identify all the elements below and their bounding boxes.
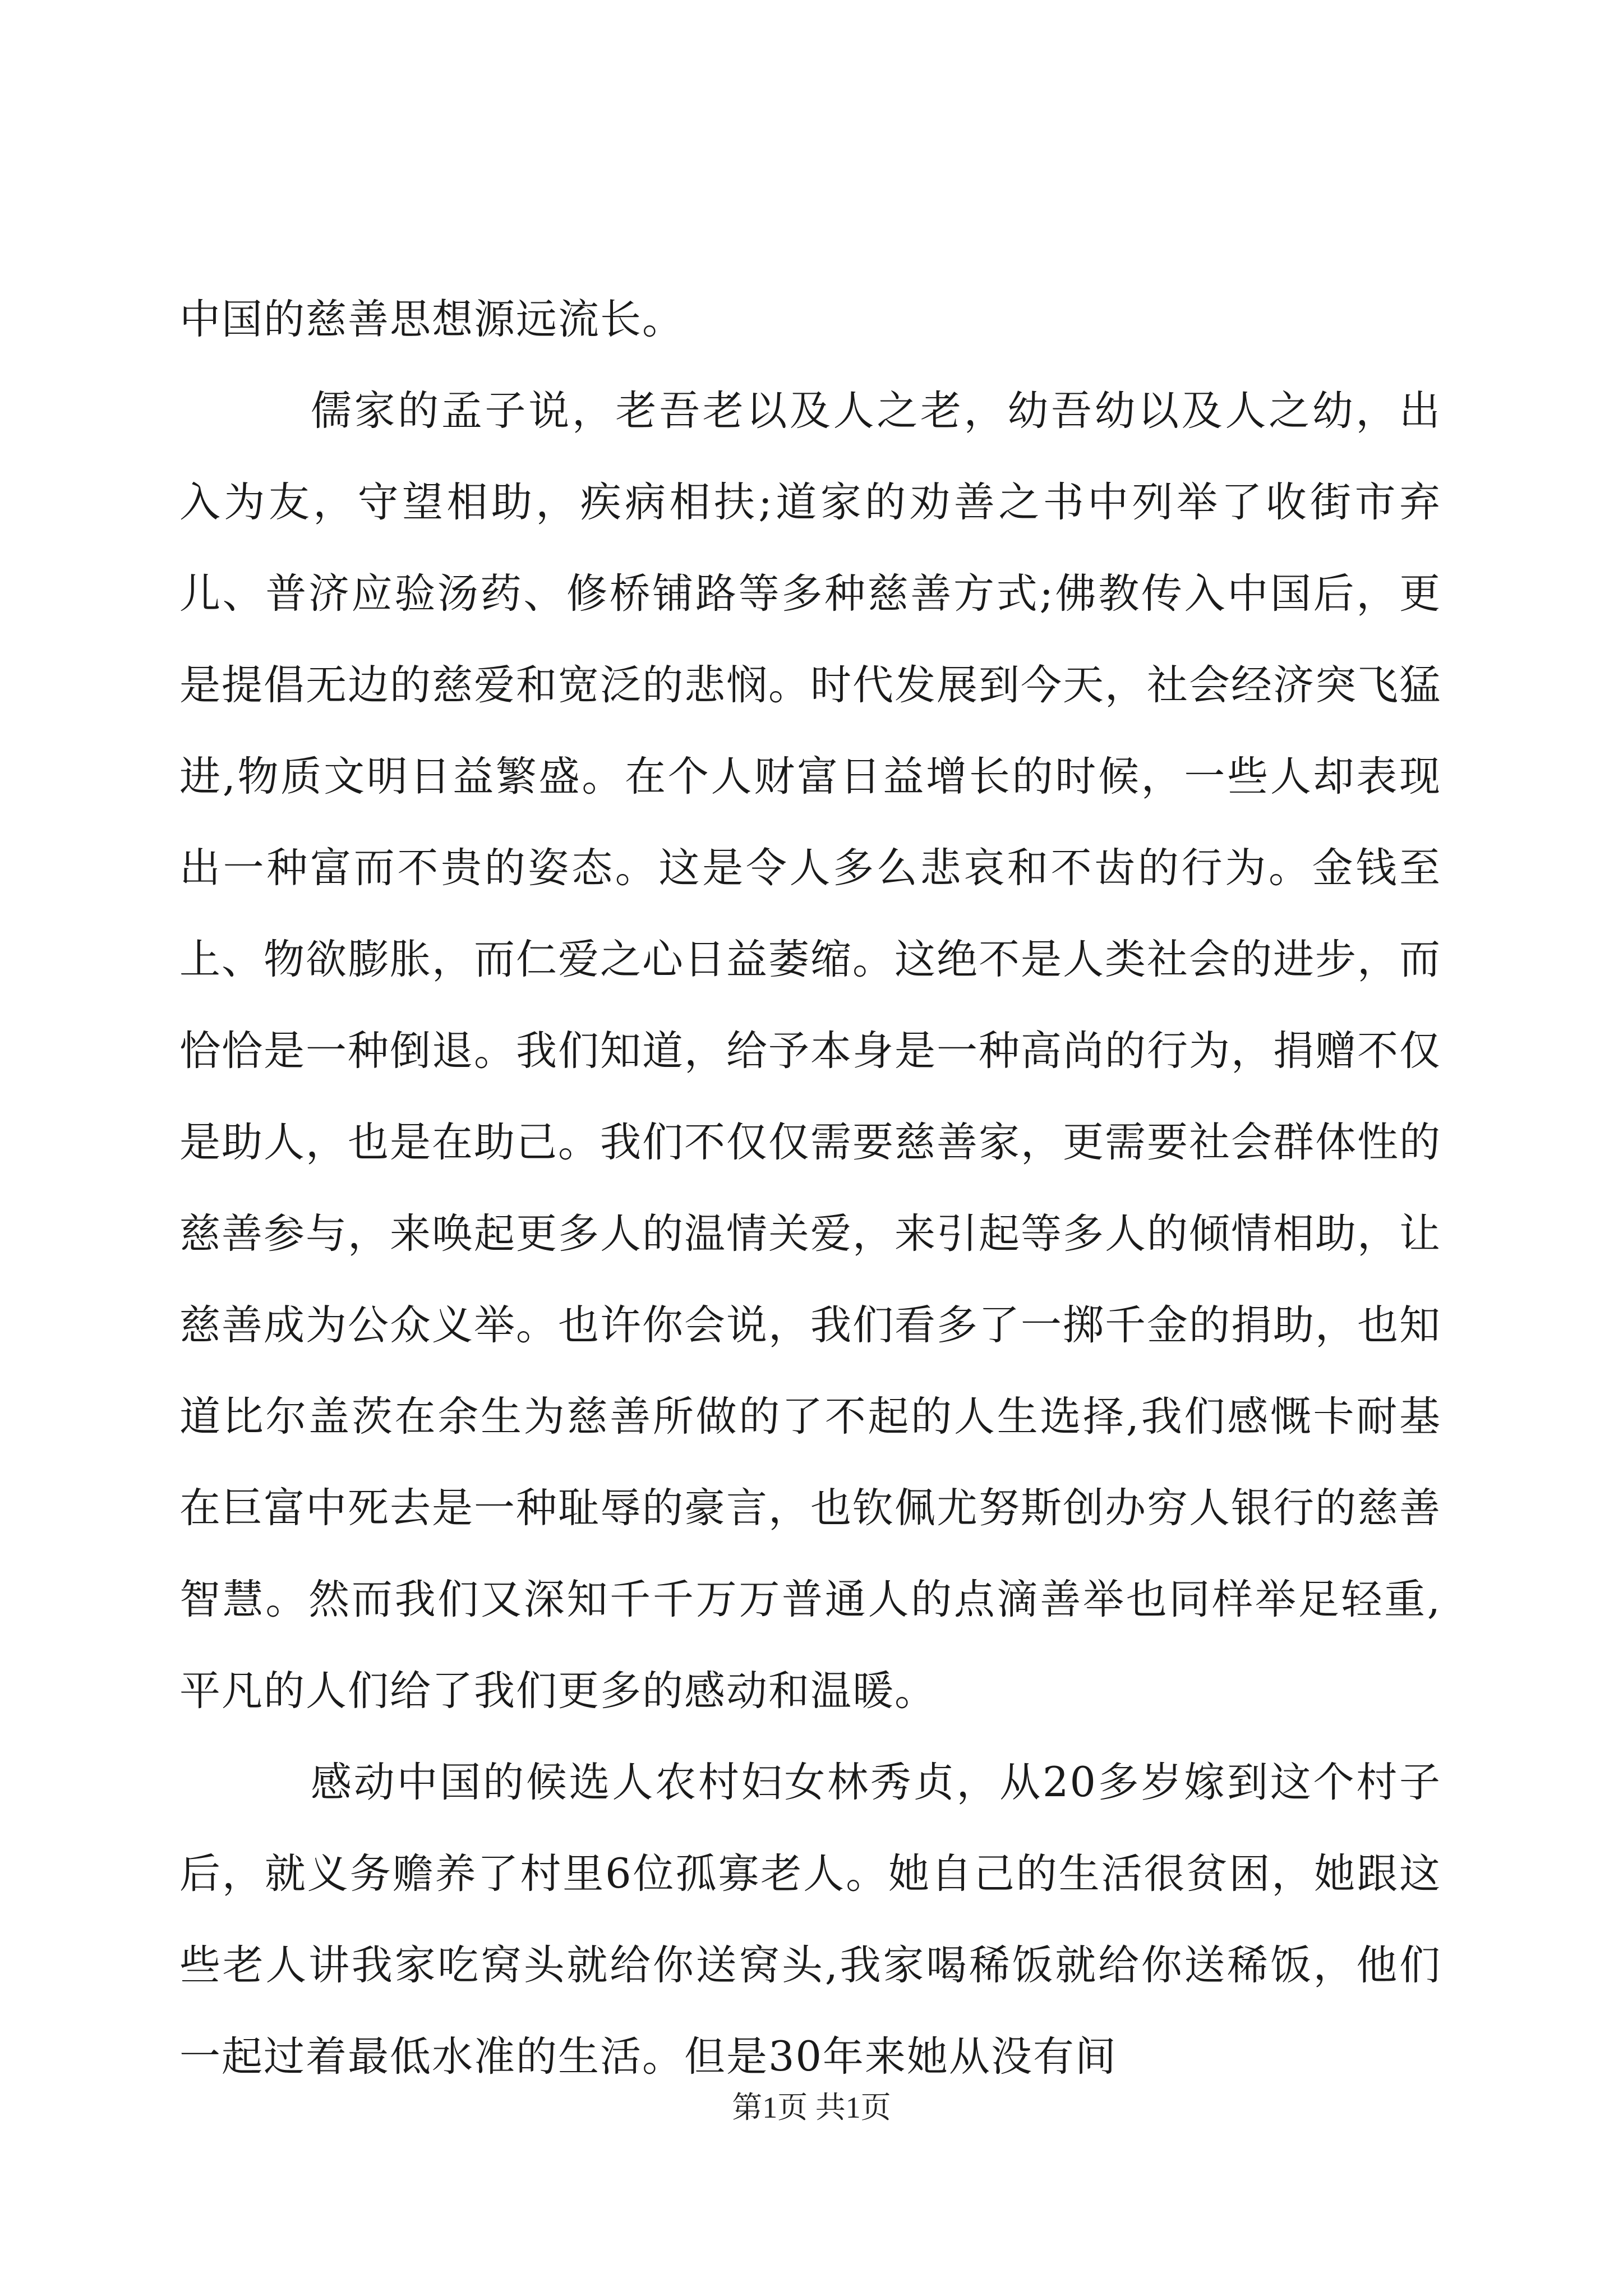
document-body (179, 274, 1441, 2102)
paragraph-intro: 中国的慈善思想源远流长。 (179, 296, 684, 343)
paragraph-lin-xiuzhen: 感动中国的候选人农村妇女林秀贞，从20多岁嫁到这个村子后，就义务赡养了村里6位孤寡老人。她自己的生活很贫困，她跟这些老人讲我家吃窝头就给你送窝头,我家喝稀饭就给你送稀饭，他们一起过着最低水准的生活。但是30年来她从没有间 (179, 1759, 1442, 2081)
paragraph-charity-thought: 儒家的孟子说，老吾老以及人之老，幼吾幼以及人之幼，出入为友，守望相助，疾病相扶;道家的劝善之书中列举了收街市弃儿、普济应验汤药、修桥铺路等多种慈善方式;佛教传入中国后，更是提倡无边的慈爱和宽泛的悲悯。时代发展到今天，社会经济突飞猛进,物质文明日益繁盛。在个人财富日益增长的时候，一些人却表现出一种富而不贵的姿态。这是令人多么悲哀和不齿的行为。金钱至上、物欲膨胀，而仁爱之心日益萎缩。这绝不是人类社会的进步，而恰恰是一种倒退。我们知道，给予本身是一种高尚的行为，捐赠不仅是助人，也是在助己。我们不仅仅需要慈善家，更需要社会群体性的慈善参与，来唤起更多人的温情关爱，来引起等多人的倾情相助，让慈善成为公众义举。也许你会说，我们看多了一掷千金的捐助，也知道比尔盖茨在余生为慈善所做的了不起的人生选择,我们感慨卡耐基在巨富中死去是一种耻辱的豪言，也钦佩尤努斯创办穷人银行的慈善智慧。然而我们又深知千千万万普通人的点滴善举也同样举足轻重,平凡的人们给了我们更多的感动和温暖。 (179, 387, 1441, 1715)
page-footer: 第1页 共1页 (732, 2091, 891, 2124)
